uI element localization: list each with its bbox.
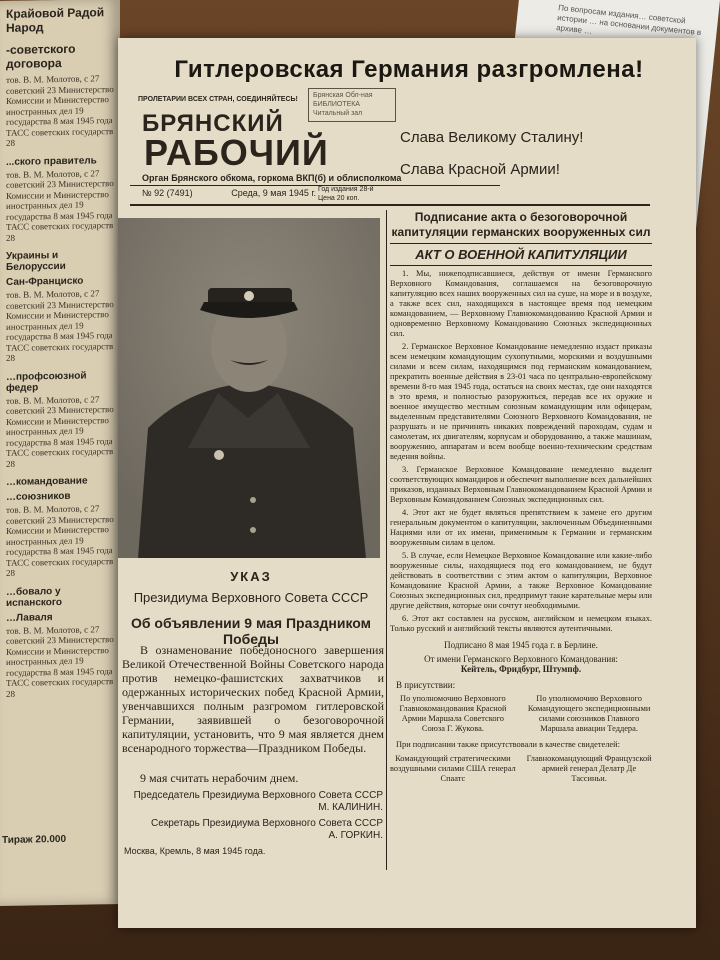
- issue-date: Среда, 9 мая 1945 г.: [231, 188, 317, 198]
- secretary-title: Секретарь Президиума Верховного Совета СССР: [151, 818, 383, 829]
- portrait-illustration: [118, 218, 380, 558]
- act-paragraph-5: 5. В случае, если Немецкое Верховное Командование или какие-либо вооруженные силы, находящиеся под его командованием, не будут действовать в соответствии с этим актом о капитуляции, Верховное Командование Красной Армии, а также Верховное Командование Союзных экспедиционных сил, предпримут такие карательные меры или другие действия, которые они сочтут необходимыми.: [390, 551, 652, 610]
- stamp-line-1: Брянская Обл-ная: [313, 92, 373, 99]
- column-divider: [386, 210, 387, 870]
- act-rule: [390, 265, 652, 266]
- act-witness-france: Главнокомандующий Французской армией генерал Делатр Де Тассиньи.: [526, 754, 652, 783]
- secretary-signature: [128, 818, 383, 842]
- act-witness-usa: Командующий стратегическими воздушными силами США генерал Спаатс: [390, 754, 516, 783]
- act-heading: Подписание акта о безоговорочной капитуляции германских вооруженных сил: [391, 210, 651, 239]
- act-rep-soviet: По уполномочию Верховного Главнокомандования Красной Армии Маршала Советского Союза Г. Жукова.: [399, 694, 507, 733]
- left-page-headline-1: Крайовой Радой Народ: [6, 5, 105, 35]
- stamp-line-2: БИБЛИОТЕКА: [313, 101, 360, 108]
- ukaz-holiday: 9 мая считать нерабочим днем.: [140, 771, 299, 785]
- act-paragraph-2: 2. Германское Верховное Командование немедленно издаст приказы всем немецким командующим сухопутными, морскими и воздушными силами и всем силам, находящимся под германским командованием, прекратить военные действия в 23-01 часа по центрально-европейскому времени 8-го мая 1945 года, остаться на своих местах, где они находятся в это время, и полностью разоружиться, передав все их оружие и военное имущество местным союзным командующим или офицерам, выделенным представителями Союзного Верховного Командования, не разрушать и не причинять никаких повреждений пароходам, судам и самолетам, их двигателям, корпусам и оборудованию, а также машинам, вооружению, аппаратам и всем вообще военно-техническим средствам ведения войны.: [390, 342, 652, 461]
- portrait-photo: [118, 218, 380, 558]
- act-rep-allied: По уполномочию Верховного Командующего экспедиционными силами союзников Главного Маршала авиации Теддера.: [527, 694, 651, 733]
- issue-info: [142, 188, 316, 198]
- glory-stalin: Слава Великому Сталину!: [400, 129, 584, 146]
- library-stamp: [308, 88, 396, 122]
- act-for-german: [390, 654, 652, 674]
- slogan: ПРОЛЕТАРИИ ВСЕХ СТРАН, СОЕДИНЯЙТЕСЬ!: [138, 96, 298, 103]
- left-page-subhead-3: Сан-Франциско: [6, 275, 84, 288]
- left-page-headline-2: -советского договора: [6, 41, 76, 71]
- left-page-text: тов. В. М. Молотов, с 27 советский 23 Министерство Комиссии и Министерство иностранных дел 19 государства 8 мая 1945 года ТАСС советских государств 28: [6, 623, 114, 699]
- column-top-rule: [130, 204, 650, 206]
- act-subheading: АКТ О ВОЕННОЙ КАПИТУЛЯЦИИ: [415, 247, 627, 262]
- left-page-subhead-4: …профсоюзной федер: [6, 370, 87, 394]
- act-for-german-label: От имени Германского Верховного Командования:: [424, 654, 618, 664]
- organ-line: Орган Брянского обкома, горкома ВКП(б) и облисполкома: [142, 173, 402, 183]
- left-newspaper-page: [0, 0, 120, 906]
- price: Цена 20 коп.: [318, 195, 360, 202]
- ukaz-place-date: Москва, Кремль, 8 мая 1945 года.: [124, 846, 266, 856]
- left-page-text: тов. В. М. Молотов, с 27 советский 23 Министерство Комиссии и Министерство иностранных дел 19 государства 8 мая 1945 года ТАСС советских государств 28: [6, 167, 114, 243]
- ukaz-body: В ознаменование победоносного завершения Великой Отечественной Войны Советского народа против немецко-фашистских захватчиков и одержанных исторических побед Красной Армии, увенчавшихся полным разгромом гитлеровской Германии, заявившей о безоговорочной капитуляции, установить, что 9 мая является днем всенародного торжества—Праздником Победы.: [122, 643, 384, 755]
- background-paper-text: По вопросам издания… советской истории … на основании документов в архиве …: [555, 3, 702, 38]
- price-box: [318, 185, 408, 203]
- left-page-text: тов. В. М. Молотов, с 27 советский 23 Министерство Комиссии и Министерство иностранных дел 19 государства 8 мая 1945 года ТАСС советских государств 28: [6, 393, 114, 469]
- stamp-line-3: Читальный зал: [313, 110, 363, 117]
- ukaz-header: [118, 569, 384, 647]
- year-of-issue: Год издания 28-й: [318, 186, 374, 193]
- issue-number: № 92 (7491): [142, 188, 193, 198]
- left-page-subhead-8: …Лаваля: [6, 611, 53, 624]
- left-page-text: тов. В. М. Молотов, с 27 советский 23 Министерство Комиссии и Министерство иностранных дел 19 государства 8 мая 1945 года ТАСС советских государств 28: [6, 503, 114, 578]
- act-paragraph-4: 4. Этот акт не будет являться препятствием к замене его другим генеральным документом о капитуляции, заключенным Объединенными Нациями или от их имени, применимым к Германии и германским вооруженным силам в целом.: [390, 508, 652, 547]
- act-paragraph-6: 6. Этот акт составлен на русском, английском и немецком языках. Только русский и английский тексты являются аутентичными.: [390, 614, 652, 633]
- chairman-signature: [128, 790, 383, 814]
- glory-slogans: [400, 122, 583, 186]
- act-rule: [390, 243, 652, 244]
- chairman-name: М. КАЛИНИН.: [318, 802, 383, 813]
- left-page-subhead-6: …союзников: [6, 490, 71, 503]
- masthead-title-bottom: РАБОЧИЙ: [144, 132, 329, 173]
- left-page-subhead-2: Украины и Белоруссии: [6, 250, 66, 273]
- left-page-subhead-1: ...ского правитель: [6, 154, 97, 168]
- chairman-title: Председатель Президиума Верховного Совета СССР: [133, 790, 383, 801]
- masthead-title-top: БРЯНСКИЙ: [142, 110, 284, 137]
- left-page-text: тов. В. М. Молотов, с 27 советский 23 Министерство Комиссии и Министерство иностранных дел 19 государства 8 мая 1945 года ТАСС советских государств 28: [6, 73, 114, 148]
- act-column: [390, 210, 652, 784]
- act-paragraph-1: 1. Мы, нижеподписавшиеся, действуя от имени Германского Верховного Командования, соглашаемся на безоговорочную капитуляцию всех наших вооруженных сил на суше, на море и в воздухе, а также всех сил, находящихся в настоящее время под немецким командованием, — Верховному Главнокомандованию Красной Армии и одновременно Верховному Командованию Союзных экспедиционных сил.: [390, 269, 652, 338]
- act-witness-intro: При подписании также присутствовали в качестве свидетелей:: [396, 740, 620, 749]
- ukaz-title: УКАЗ: [230, 569, 272, 584]
- left-page-subhead-5: …командование: [6, 475, 88, 488]
- act-signed: Подписано 8 мая 1945 года г. в Берлине.: [444, 640, 598, 650]
- newspaper-page: [118, 38, 696, 928]
- secretary-name: А. ГОРКИН.: [328, 830, 383, 841]
- glory-army: Слава Красной Армии!: [400, 161, 560, 178]
- ukaz-presidium: Президиума Верховного Совета СССР: [133, 590, 369, 605]
- act-representatives: [390, 694, 652, 734]
- act-witnesses: [390, 754, 652, 784]
- banner-headline: Гитлеровская Германия разгромлена!: [174, 56, 644, 83]
- act-paragraph-3: 3. Германское Верховное Командование немедленно выделит соответствующих командиров и обеспечит выполнение всех дальнейших приказов, изданных Верховным Главнокомандованием Красной Армии и Верховным Командованием Союзных экспедиционных сил.: [390, 465, 652, 504]
- left-page-text: тов. В. М. Молотов, с 27 советский 23 Министерство Комиссии и Министерство иностранных дел 19 государства 8 мая 1945 года ТАСС советских государств 28: [6, 288, 114, 363]
- left-page-subhead-7: …бовало у испанского: [6, 585, 63, 609]
- ukaz-headline: Об объявлении 9 мая Праздником Победы: [130, 615, 371, 647]
- act-german-names: Кейтель, Фридбург, Штумпф.: [460, 664, 582, 674]
- left-page-circulation: Тираж 20.000: [2, 833, 66, 847]
- act-presence: В присутствии:: [396, 680, 456, 690]
